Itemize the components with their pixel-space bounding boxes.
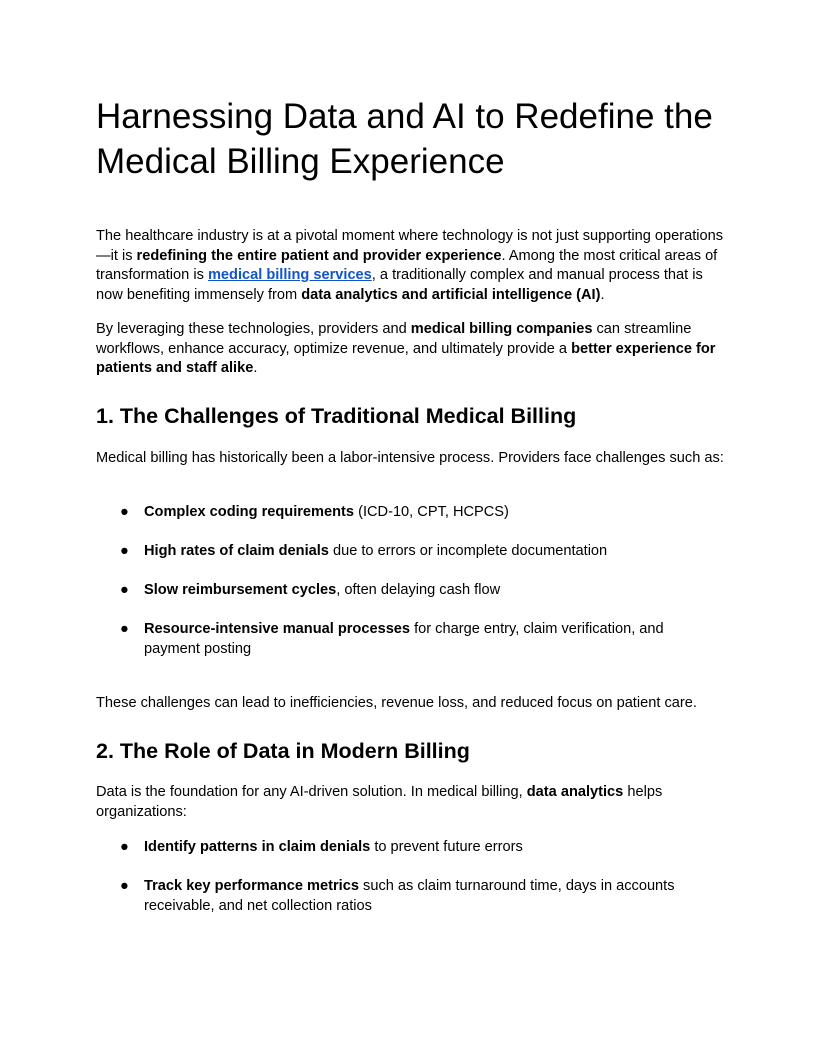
section-1-lead: Medical billing has historically been a labor-intensive process. Providers face challenges such as: [96, 450, 724, 466]
list-item-bold: Slow reimbursement cycles [144, 582, 337, 598]
intro-text: , a traditionally complex and manual process that is now benefiting immensely from [96, 267, 703, 303]
intro-text: By leveraging these technologies, providers and [96, 321, 411, 337]
intro-paragraph-2 [96, 320, 726, 379]
list-item-bold: Track key performance metrics [144, 878, 359, 894]
section-2-lead-text: Data is the foundation for any AI-driven solution. In medical billing, [96, 784, 527, 800]
intro-bold-text: data analytics and artificial intelligence (AI) [301, 286, 601, 303]
list-item-text [144, 620, 704, 659]
list-item-bold: Identify patterns in claim denials [144, 839, 371, 855]
list-item-rest: for charge entry, claim verification, and payment posting [144, 621, 664, 657]
section-2-lead-text: helps organizations: [96, 784, 663, 820]
intro-text: can streamline workflows, enhance accuracy, optimize revenue, and ultimately provide a [96, 321, 692, 357]
list-item-text [144, 877, 704, 916]
list-item-rest: due to errors or incomplete documentation [328, 543, 608, 559]
intro-text: . [600, 286, 605, 303]
list-item-rest: such as claim turnaround time, days in accounts receivable, and net collection ratios [144, 878, 675, 914]
list-item-rest: to prevent future errors [370, 839, 523, 855]
bullet-icon: ● [120, 543, 129, 559]
section-1-closing: These challenges can lead to inefficiencies, revenue loss, and reduced focus on patient care. [96, 695, 697, 711]
list-item-text [144, 838, 704, 858]
section-1-heading: 1. The Challenges of Traditional Medical Billing [96, 404, 577, 428]
list-item-rest: , often delaying cash flow [336, 582, 501, 598]
list-item-text [144, 542, 704, 562]
intro-bold-text: redefining the entire patient and provider experience [136, 247, 502, 264]
bullet-icon: ● [120, 504, 129, 520]
intro-paragraph-1 [96, 227, 726, 305]
list-item-text [144, 503, 704, 523]
medical-billing-services-link[interactable]: medical billing services [207, 267, 372, 283]
page-title: Harnessing Data and AI to Redefine the Medical Billing Experience [96, 97, 713, 181]
intro-text: . Among the most critical areas of transformation is [96, 247, 718, 283]
section-2-lead-bold: data analytics [526, 784, 624, 800]
bullet-icon: ● [120, 621, 129, 637]
section-2-heading: 2. The Role of Data in Modern Billing [96, 739, 470, 763]
section-2-lead [96, 783, 726, 822]
intro-bold-text: better experience for patients and staff alike [96, 340, 716, 376]
bullet-icon: ● [120, 582, 129, 598]
bullet-icon: ● [120, 839, 129, 855]
intro-bold-text: medical billing companies [410, 321, 593, 337]
list-item-text [144, 581, 704, 601]
bullet-icon: ● [120, 878, 129, 894]
list-item-rest: (ICD-10, CPT, HCPCS) [354, 504, 509, 520]
list-item-bold: Complex coding requirements [144, 504, 355, 520]
list-item-bold: Resource-intensive manual processes [144, 621, 411, 637]
intro-text: The healthcare industry is at a pivotal moment where technology is not just supporting operations—it is [96, 228, 724, 264]
intro-text: . [253, 360, 258, 376]
list-item-bold: High rates of claim denials [144, 543, 329, 559]
